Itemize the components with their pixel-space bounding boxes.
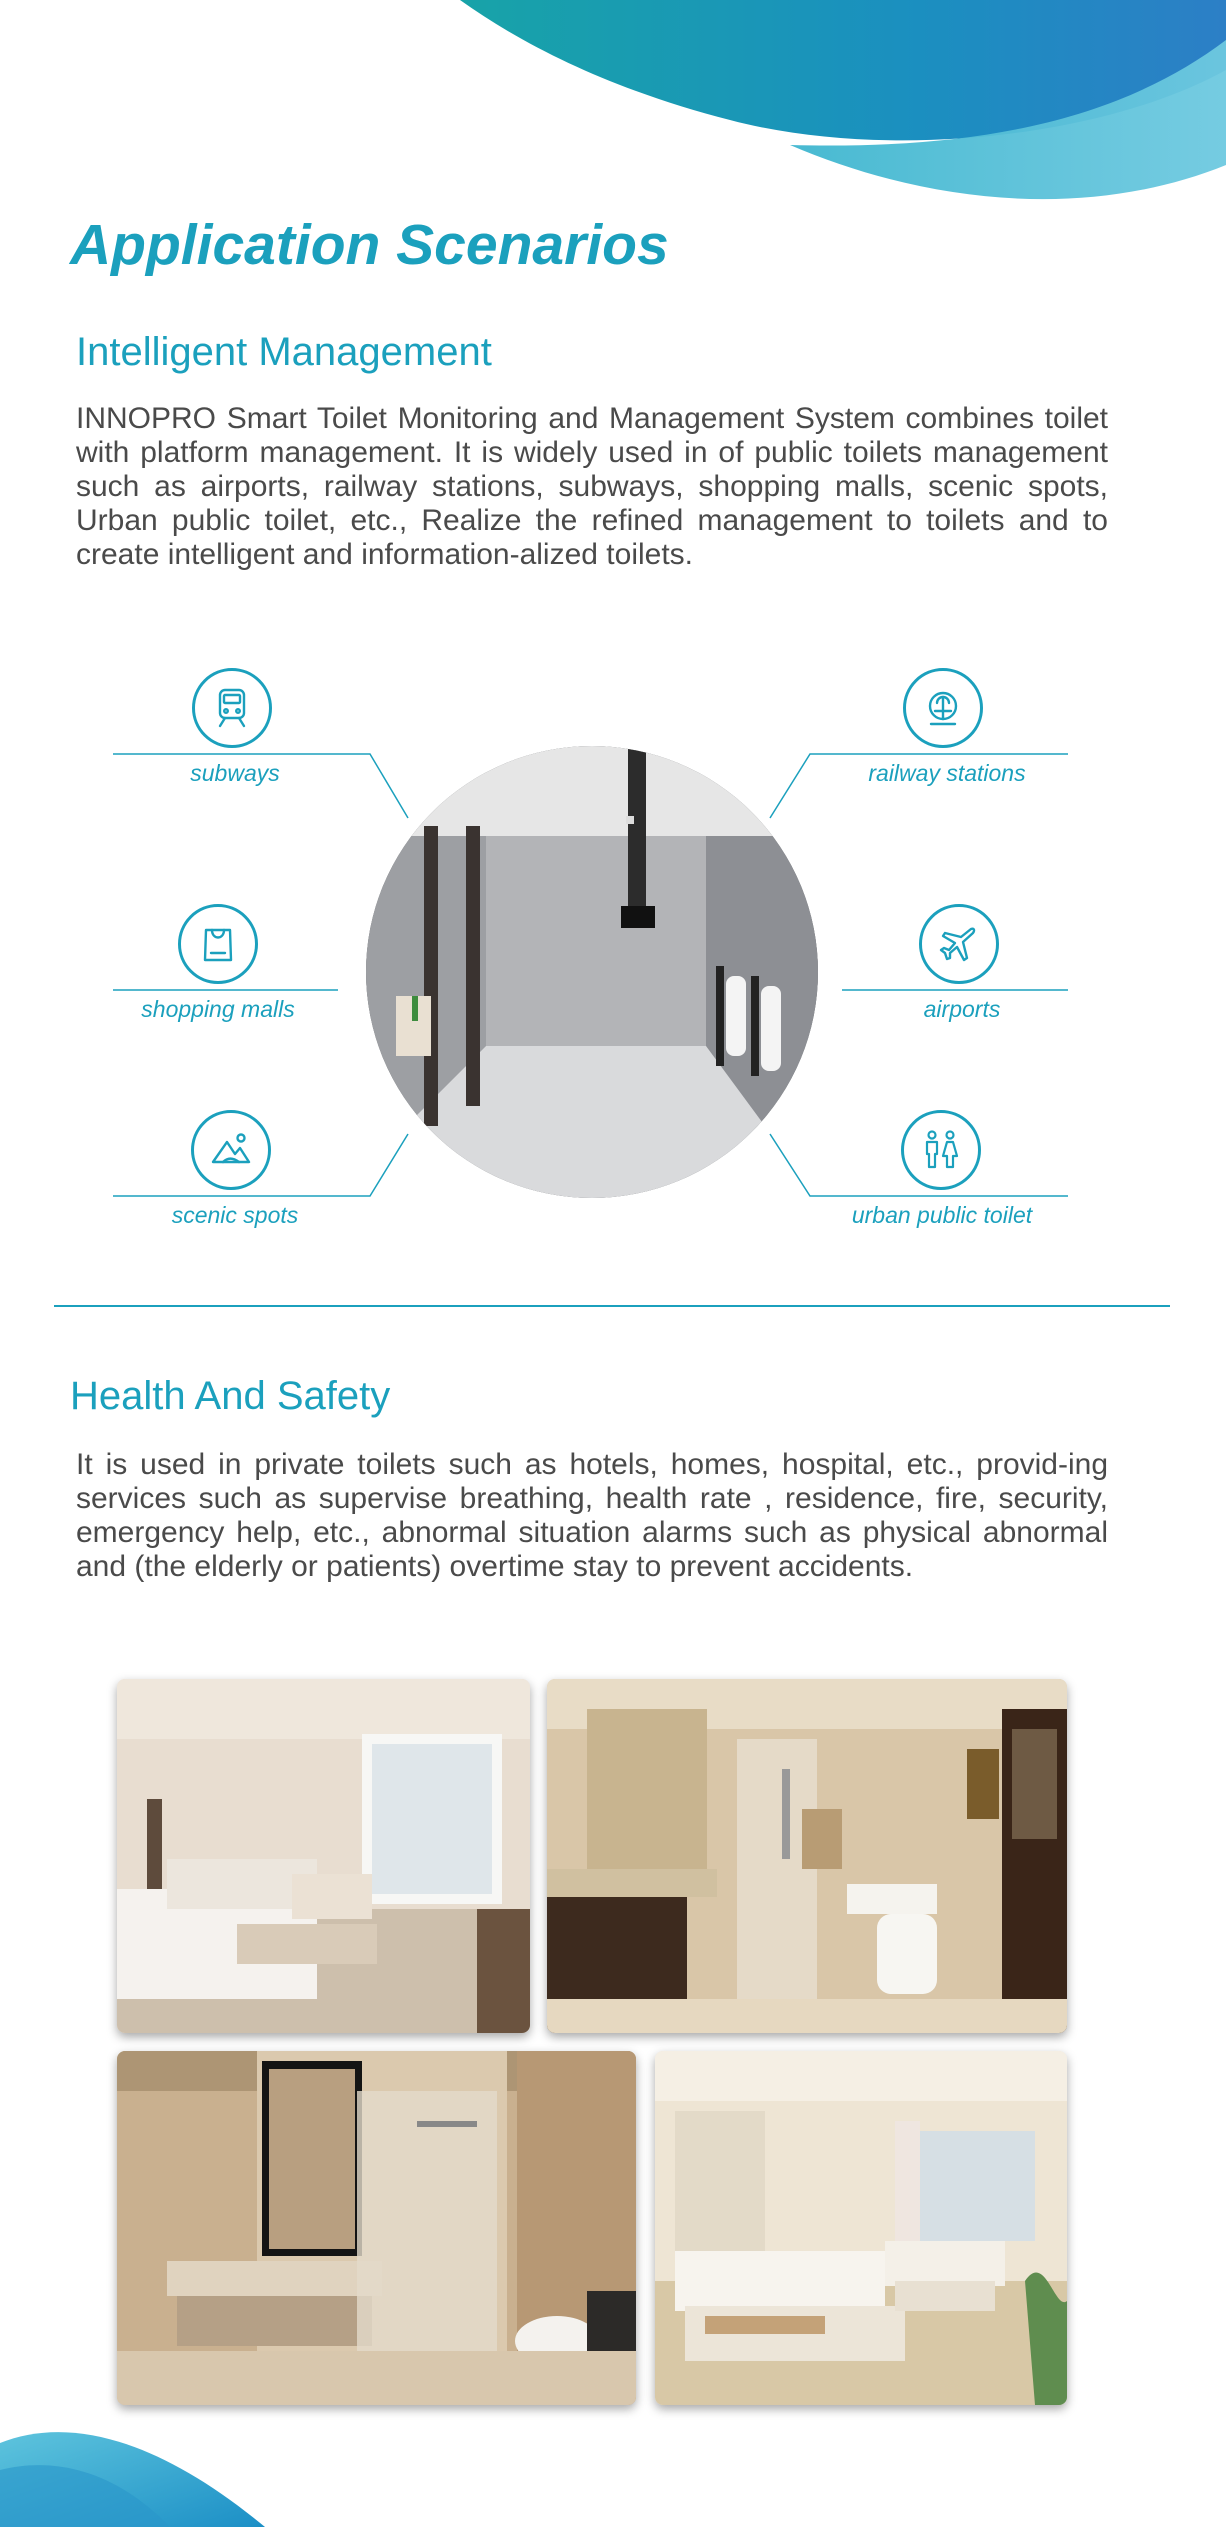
scenic-spots-label: scenic spots (171, 1202, 299, 1228)
shopping-malls-label: shopping malls (141, 996, 295, 1022)
railway-logo-icon (903, 668, 983, 748)
subways-icon (192, 668, 272, 748)
public-toilet-photo (366, 746, 818, 1198)
page-title: Application Scenarios (70, 213, 669, 277)
railway-stations-label: railway stations (868, 760, 1026, 786)
hospital-room-photo (655, 2051, 1067, 2405)
health-safety-text: It is used in private toilets such as hotels, homes, hospital, etc., provid-ing services such as supervise breathing, health rate , residence, fire, security, emergency help, etc., abnormal situation alarms such as physical abnormal and (the elderly or patients) overtime stay to prevent accidents. (76, 1448, 1108, 1583)
urban-public-toilet-label: urban public toilet (851, 1202, 1033, 1228)
luxury-bathroom-photo (547, 1679, 1067, 2033)
intelligent-management-text: INNOPRO Smart Toilet Monitoring and Management System combines toilet with platform management. It is widely used in of public toilets management such as airports, railway stations, subways, shopping malls, scenic spots, Urban public toilet, etc., Realize the refined management to toilets and to create intelligent and information-alized toilets. (76, 402, 1108, 571)
restroom-people-icon (901, 1110, 981, 1190)
section-divider (54, 1305, 1170, 1307)
mountain-icon (191, 1110, 271, 1190)
modern-bathroom-photo (117, 2051, 636, 2405)
subways-label: subways (190, 760, 280, 786)
intelligent-management-heading: Intelligent Management (76, 330, 492, 374)
shopping-bag-icon (178, 904, 258, 984)
health-safety-heading: Health And Safety (70, 1374, 391, 1418)
airplane-icon (919, 904, 999, 984)
hotel-room-photo (117, 1679, 530, 2033)
airports-label: airports (923, 996, 1001, 1022)
